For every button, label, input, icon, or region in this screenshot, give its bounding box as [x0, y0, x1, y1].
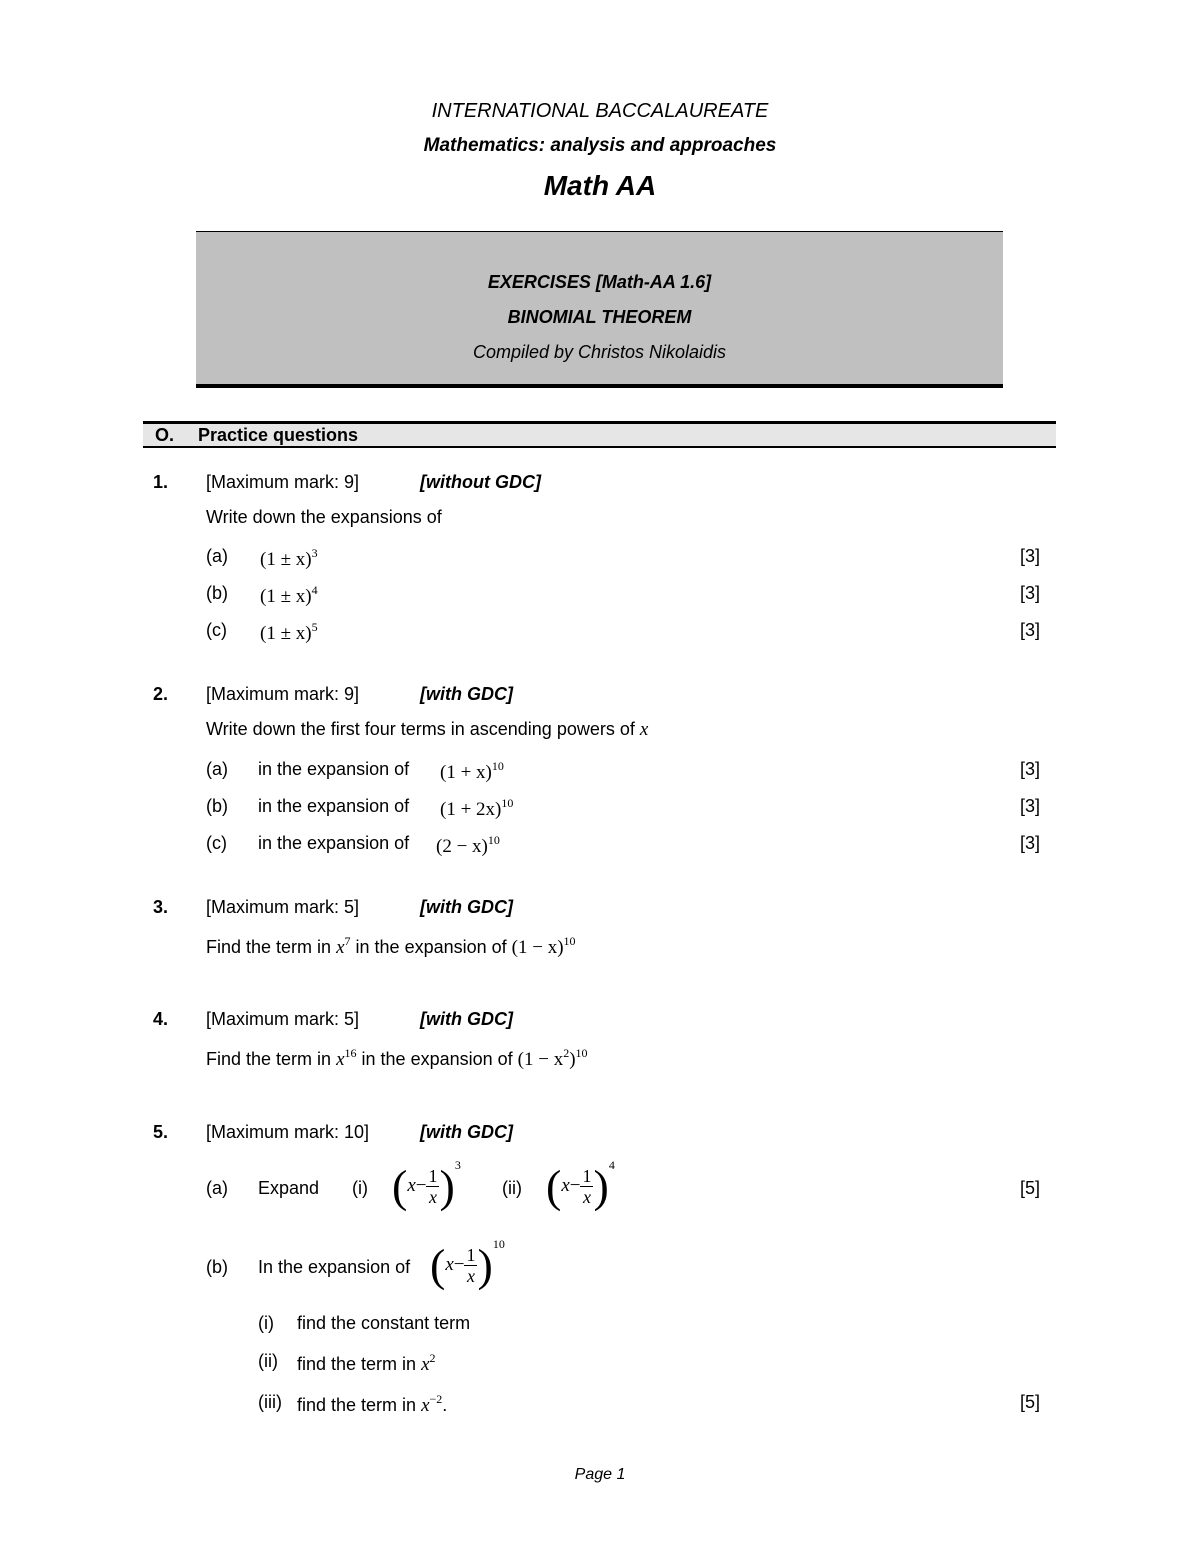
q1-part-label: (b)	[206, 583, 228, 603]
title-box	[196, 231, 1003, 388]
q1-part-expr: $(1 \pm x)^5$	[260, 620, 318, 644]
q2-part-lead: in the expansion of	[258, 796, 410, 816]
q2-number: 2.	[153, 684, 169, 704]
q5b-mark: [5]	[1019, 1392, 1040, 1412]
q5a-mark: [5]	[1019, 1178, 1040, 1198]
q2-part-expr: $(1 + x)^{10}$	[440, 759, 504, 783]
q5a-i-expr: (x− $\frac{1}{x}$ )$^3$	[392, 1158, 461, 1212]
q2-part-mark: [3]	[1019, 796, 1040, 816]
q2-part-mark: [3]	[1019, 759, 1040, 779]
q3-gdc: [with GDC]	[420, 897, 513, 917]
q1-part-mark: [3]	[1019, 583, 1040, 603]
q5b-sub-label: (i)	[258, 1313, 274, 1333]
q4-max-mark: [Maximum mark: 5]	[206, 1009, 360, 1029]
q5b-label: (b)	[206, 1257, 228, 1277]
q2-part-mark: [3]	[1019, 833, 1040, 853]
q5a-i-label: (i)	[352, 1178, 368, 1198]
q4-number: 4.	[153, 1009, 169, 1029]
q1-stem: Write down the expansions of	[206, 507, 442, 527]
q5-gdc: [with GDC]	[420, 1122, 513, 1142]
q3-max-mark: [Maximum mark: 5]	[206, 897, 360, 917]
q1-number: 1.	[153, 472, 169, 492]
q4-stem: Find the term in $x^{16}$ in the expansion of $(1 - x^2)^{10}$	[206, 1046, 588, 1070]
q5a-label: (a)	[206, 1178, 228, 1198]
section-number: O.	[155, 425, 175, 445]
box-topic: BINOMIAL THEOREM	[507, 307, 692, 327]
q5-max-mark: [Maximum mark: 10]	[206, 1122, 370, 1142]
q2-part-label: (c)	[206, 833, 227, 853]
q5b-sub-label: (iii)	[258, 1392, 282, 1412]
box-author: Compiled by Christos Nikolaidis	[472, 342, 727, 362]
q2-gdc: [with GDC]	[420, 684, 513, 704]
q5b-sub-text: find the term in $x^2$	[297, 1351, 436, 1375]
q2-part-expr: $(1 + 2x)^{10}$	[440, 796, 514, 820]
header-subject: Mathematics: analysis and approaches	[423, 135, 777, 156]
q1-max-mark: [Maximum mark: 9]	[206, 472, 360, 492]
page-number: Page 1	[574, 1466, 626, 1483]
q2-part-label: (a)	[206, 759, 228, 779]
section-header	[143, 421, 1056, 448]
q2-stem: Write down the first four terms in ascending powers of x	[206, 719, 649, 740]
q2-part-lead: in the expansion of	[258, 759, 410, 779]
q5b-sub-label: (ii)	[258, 1351, 278, 1371]
q2-part-label: (b)	[206, 796, 228, 816]
q1-part-label: (c)	[206, 620, 227, 640]
q5b-text: In the expansion of	[258, 1257, 411, 1277]
header-org: INTERNATIONAL BACCALAUREATE	[431, 100, 769, 122]
q2-max-mark: [Maximum mark: 9]	[206, 684, 360, 704]
q5b-sub-text: find the constant term	[297, 1313, 471, 1333]
q5a-ii-expr: (x− $\frac{1}{x}$ )$^4$	[546, 1158, 615, 1212]
q1-part-expr: $(1 \pm x)^4$	[260, 583, 318, 607]
q1-part-label: (a)	[206, 546, 228, 566]
section-title: Practice questions	[198, 425, 359, 445]
q1-gdc: [without GDC]	[420, 472, 541, 492]
q2-part-expr: $(2 - x)^{10}$	[436, 833, 500, 857]
q5a-ii-label: (ii)	[502, 1178, 522, 1198]
q5a-text: Expand	[258, 1178, 320, 1198]
q3-number: 3.	[153, 897, 169, 917]
box-exercises: EXERCISES [Math-AA 1.6]	[487, 272, 712, 292]
header-course: Math AA	[543, 170, 657, 201]
q1-part-mark: [3]	[1019, 546, 1040, 566]
q1-part-expr: $(1 \pm x)^3$	[260, 546, 318, 570]
q5-number: 5.	[153, 1122, 169, 1142]
q5b-sub-text: find the term in $x^{-2}$.	[297, 1392, 448, 1416]
q2-part-lead: in the expansion of	[258, 833, 410, 853]
q4-gdc: [with GDC]	[420, 1009, 513, 1029]
q3-stem: Find the term in $x^7$ in the expansion of $(1 - x)^{10}$	[206, 934, 576, 958]
q1-part-mark: [3]	[1019, 620, 1040, 640]
q5b-expr: (x− $\frac{1}{x}$ )$^{10}$	[430, 1237, 505, 1291]
